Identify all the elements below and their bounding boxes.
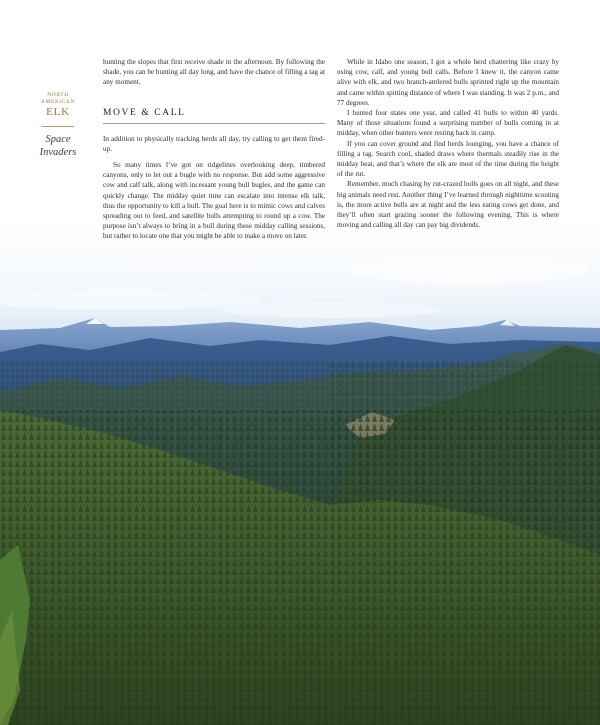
paragraph: In addition to physically tracking herds all day, try calling to get them fired-up. [103, 134, 325, 153]
section-heading: MOVE & CALL [103, 107, 186, 118]
brand-small-text: NORTH AMERICAN [40, 92, 76, 105]
paragraph: So many times I’ve got on ridgelines overlooking deep, timbered canyons, only to let out a bugle with no response. But add some aggressive cow and calf talk, along with incessant young bull bugles, and the game can quickly change. The midday quiet time can escalate into intense elk talk, thus the opportunity to kill a bull. The goal here is to mimic cows and calves spreading out to feed, and satellite bulls attempting to round up a cow. The purpose isn’t always to bring in a bull during these midday calling sessions, but rather to locate one that you might be able to make a move on later. [103, 161, 325, 241]
sidebar [34, 92, 82, 159]
article-column-left [103, 57, 325, 242]
paragraph: If you can cover ground and find herds lounging, you have a chance of filling a tag. Search cool, shaded draws where thermals steadily rise in the midday heat, and that’s where the elk are most of the time during the height of the rut. [337, 139, 559, 179]
sidebar-divider [42, 126, 74, 127]
paragraph-intro: hunting the slopes that first receive shade in the afternoon. By following the shade, you can be hunting all day long, and have the chance of filling a tag at any moment. [103, 58, 325, 87]
heading-rule [103, 123, 325, 124]
section-heading-block [103, 108, 325, 124]
paragraph: I hunted four states one year, and called 41 bulls to within 40 yards. Many of those situations found a surprising number of bulls coming in at midday, when other hunters were resting back in camp. [337, 109, 559, 138]
section-title-line-2: Invaders [39, 147, 77, 158]
brand-logo-text: ELK [46, 106, 70, 118]
paragraph: While in Idaho one season, I got a whole herd chattering like crazy by using cow, calf, and young bull calls. Before I knew it, the canyon came alive with elk, and two branch-antlered bulls sprinted right up the mountain and came within spitting distance of where I was standing. It was 2 p.m., and 77 degrees. [337, 58, 559, 107]
section-title-line-1: Space [45, 134, 71, 145]
paragraph: Remember, much chasing by rut-crazed bulls goes on all night, and these big animals need rest. Another thing I’ve learned through nighttime scouting is, the more active bulls are at night and the less eating cows get done, and they’ll often start grazing sooner the following evening. This is where moving and calling all day can pay big dividends. [337, 180, 559, 230]
article-column-right [337, 57, 559, 230]
